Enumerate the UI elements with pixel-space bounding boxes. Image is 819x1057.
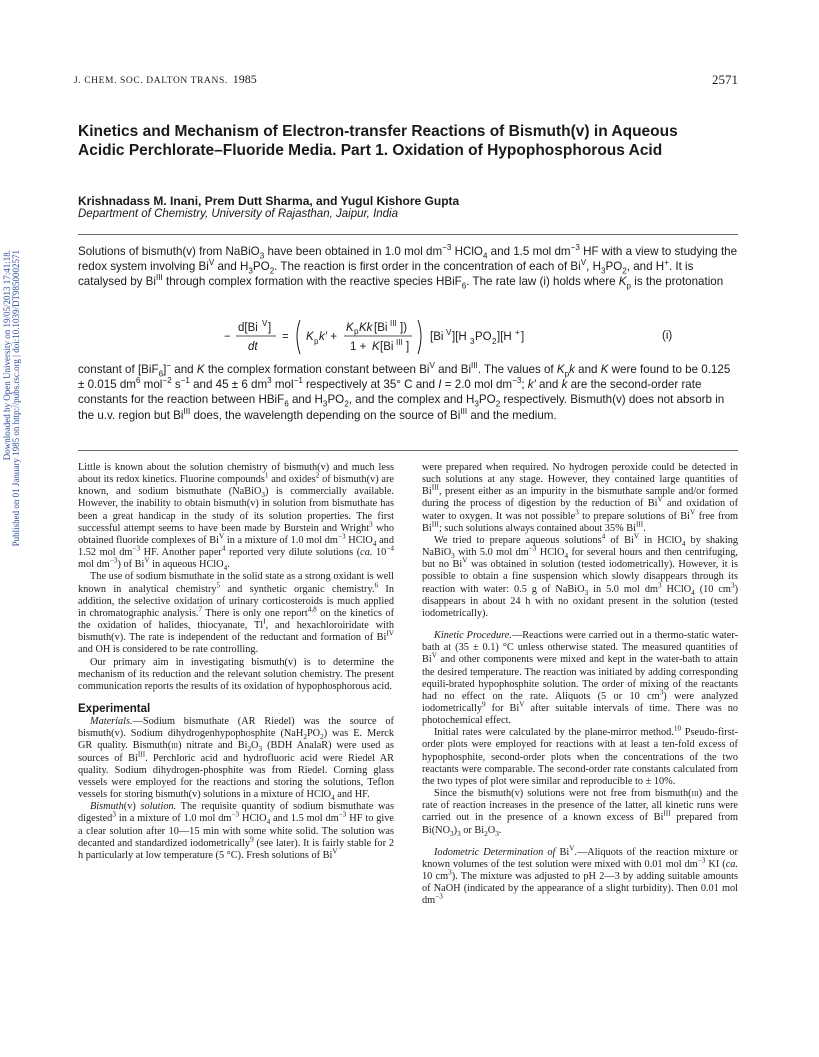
abstract-top-rule [78, 234, 738, 235]
svg-text:]: ] [406, 341, 410, 353]
svg-text:[Bi: [Bi [430, 331, 444, 343]
svg-text:[Bi: [Bi [374, 322, 388, 334]
abstract-text-2: constant of [BiF$_6$]− and K the complex formation constant between $Bi^V$ and $Bi^{III}$. The values of $K_pk$ and K were found to be 0.125 ± 0.015 $dm^6$ mol$^{-2}$ $s^{-1}$ and 45 ± 6 $dm^3$ mol$^{-1}$ respectively at 35° C and I = 2.0 mol $dm^{-3}$; k′ and k are the second-order rate constants for the reaction between HBiF$_6$ and $H_3PO_2$, and the complex and $H_3PO_2$ respectively. Bismuth(v) does not absorb in the u.v. region but $Bi^{III}$ does, the wavelength depending on the source of $Bi^{III}$ and the medium. [78, 361, 731, 422]
svg-text:1 +: 1 + [350, 341, 367, 353]
svg-text:3: 3 [470, 337, 475, 346]
page-number: 2571 [712, 72, 738, 87]
svg-text:p: p [314, 337, 319, 346]
abstract-continued [78, 362, 738, 423]
initial-rates-paragraph: Initial rates were calculated by the plane-mirror method.$^{10}$ Pseudo-first-order plots were employed for reactions with at least a ten-fold excess of hypophosphite, second-order plots when the concentrations of the two reactants were comparable. The second-order rate constants calculated from the two types of plot were similar and reproducible to ± 10%. [422, 724, 738, 787]
journal-name: J. CHEM. SOC. DALTON TRANS. [74, 76, 228, 86]
abstract-bottom-rule [78, 450, 738, 451]
svg-text:V: V [262, 319, 268, 328]
svg-text:][H: ][H [497, 331, 512, 343]
svg-text:]): ]) [400, 322, 408, 334]
section-heading-experimental: Experimental [78, 702, 151, 715]
svg-text:+: + [515, 328, 520, 337]
right-column [422, 462, 738, 907]
svg-text:k′ +: k′ + [319, 331, 337, 343]
svg-text:p: p [354, 327, 359, 336]
svg-text:]: ] [521, 331, 525, 343]
svg-text:K: K [306, 331, 314, 343]
svg-text:K: K [372, 341, 380, 353]
svg-text:d[Bi: d[Bi [238, 322, 258, 334]
svg-text:[Bi: [Bi [380, 341, 394, 353]
svg-text:K: K [346, 322, 354, 334]
equation-number: (i) [662, 330, 673, 342]
abstract-text-1: Solutions of bismuth(v) from NaBiO$_3$ have been obtained in 1.0 mol $dm^{-3}$ HClO$_4$ and 1.5 mol $dm^{-3}$ HF with a view to studying the redox system involving $Bi^V$ and $H_3PO_2$. The reaction is first order in the concentration of each of $Bi^V$, $H_3PO_2$, and H+. It is catalysed by $Bi^{III}$ through complex formation with the reactive species HBiF$_6$. The rate law (i) holds where $K_p$ is the protonation [78, 243, 738, 291]
intro-paragraph-1: Little is known about the solution chemistry of bismuth(v) and much less about its redox kinetics. Fluorine compounds$^1$ and oxides$^2$ of bismuth(v) are known, and sodium bismuthate (NaBiO$_3$) is commercially available. However, the inability to obtain bismuth(v) in solution from bismuthate has been a great handicap in the study of its solution properties. The first successful attempt seems to have been made by Burstein and Wright$^3$ who obtained fluoride complexes of $Bi^V$ in a mixture of 1.0 mol $dm^{-3}$ HClO$_4$ and 1.52 mol $dm^{-3}$ HF. Another paper$^4$ reported very dilute solutions (ca. $10^{-4}$ mol $dm^{-3}$) of $Bi^V$ in aqueous HClO$_4$. [78, 462, 394, 573]
author-list: Krishnadass M. Inani, Prem Dutt Sharma, and Yugul Kishore Gupta [78, 194, 460, 208]
svg-text:PO: PO [475, 331, 492, 343]
left-column [78, 462, 394, 862]
bismuth-solution-paragraph: Bismuth(v) solution. The requisite quantity of sodium bismuthate was digested$^3$ in a mixture of 1.0 mol $dm^{-3}$ HClO$_4$ and 1.5 mol $dm^{-3}$ HF to give a clear solution after 10—15 min with some white solid. The solution was decanted and standardized iodometrically$^9$ (see later). It is fairly stable for 2 h particularly at low temperature (5 °C). Fresh solutions of $Bi^V$ [78, 801, 395, 861]
svg-text:V: V [446, 328, 452, 337]
svg-text:III: III [396, 338, 403, 347]
materials-paragraph: Materials.—Sodium bismuthate (AR Riedel) was the source of bismuth(v). Sodium dihydrogenhypophosphite $(NaH_2PO_2)$ was E. Merck GR quality. Bismuth(iii) nitrate and $Bi_2O_3$ (BDH AnalaR) were used as sources of $Bi^{III}$. Perchloric acid and hydrofluoric acid were Riedel AR quality. Sodium dihydrogen-phosphite was from Riedel. Corning glass vessels were employed for the reactions and storing the solutions, Teflon vessels for storing bismuth(v) solutions in a mixture of HClO$_4$ and HF. [78, 716, 395, 803]
catalysis-paragraph: Since the bismuth(v) solutions were not free from bismuth(iii) and the rate of reaction increases in the presence of the latter, all kinetic runs were carried out in the presence of a known excess of $Bi^{III}$ prepared from $Bi(NO_3)_3$ or $Bi_2O_3$. [422, 788, 738, 838]
svg-text:dt: dt [248, 341, 258, 353]
affiliation: Department of Chemistry, University of Rajasthan, Jaipur, India [78, 208, 399, 220]
svg-text:][H: ][H [452, 331, 467, 343]
download-note[interactable]: Downloaded by Open University on 19/05/2013 17:41:18. [2, 250, 12, 461]
journal-year: 1985 [232, 72, 257, 86]
iodometric-paragraph: Iodometric Determination of $Bi^V.—Aliquots$ of the reaction mixture or known volumes of the test solution were mixed with 0.01 mol $dm^{-3}$ KI (ca. 10 $cm^3$). The mixture was adjusted to pH 2—3 by adding suitable amounts of NaOH (indicated by the appearance of a slight turbidity). Then 0.01 mol $dm^{-3}$ [422, 844, 739, 907]
article-title: Kinetics and Mechanism of Electron-transfer Reactions of Bismuth(v) in Aqueous Acidic Perchlorate–Fluoride Media. Part 1. Oxidation of Hypophosphorous Acid [78, 123, 678, 159]
right-paragraph-2: We tried to prepare aqueous solutions$^4$ of $Bi^V$ in HClO$_4$ by shaking NaBiO$_3$ with 5.0 mol $dm^{-3}$ HClO$_4$ for several hours and then centrifuging, but no $Bi^V$ was obtained in solution (tested iodometrically). However, it is possible to obtain a fine suspension which slowly disappears through its reaction with water: 0.5 g of NaBiO$_3$ in 5.0 mol $dm^3$ HClO$_4$ (10 $cm^3$) disappears in about 24 h with no oxidant present in the solution (tested iodometrically). [422, 532, 738, 619]
svg-text:=: = [282, 331, 289, 343]
running-header [74, 72, 257, 87]
rate-equation-graphic [78, 316, 738, 360]
download-stamp [2, 250, 21, 620]
svg-text:]: ] [268, 322, 272, 334]
kinetic-procedure-paragraph: Kinetic Procedure.—Reactions were carried out in a thermo-static water-bath at (35 ± 0.1) °C unless otherwise stated. The measured quantities of $Bi^V$ and other components were mixed and kept in the water-bath to attain the desired temperature. The reaction was initiated by adding corresponding equili-brated hypophosphite solution. The order of mixing of the reactants had no effect on the rate. Aliquots (5 or 10 $cm^3$) were analyzed iodometrically$^9$ for $Bi^V$ after suitable intervals of time. There was no photochemical effect. [422, 630, 739, 727]
svg-text:2: 2 [492, 337, 497, 346]
intro-paragraph-3: Our primary aim in investigating bismuth(v) is to determine the mechanism of its reduction and the relevant solution chemistry. The present communication reports the results of its oxidation of hypophosphorous acid. [78, 656, 394, 692]
abstract [78, 244, 738, 290]
intro-paragraph-2: The use of sodium bismuthate in the solid state as a strong oxidant is well known in analytical chemistry$^5$ and synthetic organic chemistry.$^6$ In addition, the selective oxidation of urinary corticosteroids is much applied in chromatographic analysis.$^7$ There is only one report$^{4,8}$ on the kinetics of the oxidation of halides, thiocyanate, $Tl^I$, and hexachloroiridate with bismuth(v). The rate is independent of the reductant and formation of $Bi^{IV}$ and OH is considered to be rate controlling. [78, 571, 395, 656]
svg-text:III: III [390, 319, 397, 328]
svg-text:Kk: Kk [359, 322, 373, 334]
svg-text:−: − [224, 331, 231, 343]
rate-equation [78, 316, 738, 360]
right-paragraph-1: were prepared when required. No hydrogen peroxide could be detected in such solutions at any stage. However, they contained large quantities of $Bi^{III}$, present either as an impurity in the bismuthate sample and/or formed during the process of digestion by the reduction of $Bi^V$ and oxidation of water to oxygen. It was not possible$^3$ to prepare solutions of $Bi^V$ free from $Bi^{III}$; such solutions always contained about 35% $Bi^{III}$. [422, 462, 739, 534]
publication-note[interactable]: Published on 01 January 1985 on http://pubs.rsc.org | doi:10.1039/DT9850002571 [11, 250, 21, 547]
